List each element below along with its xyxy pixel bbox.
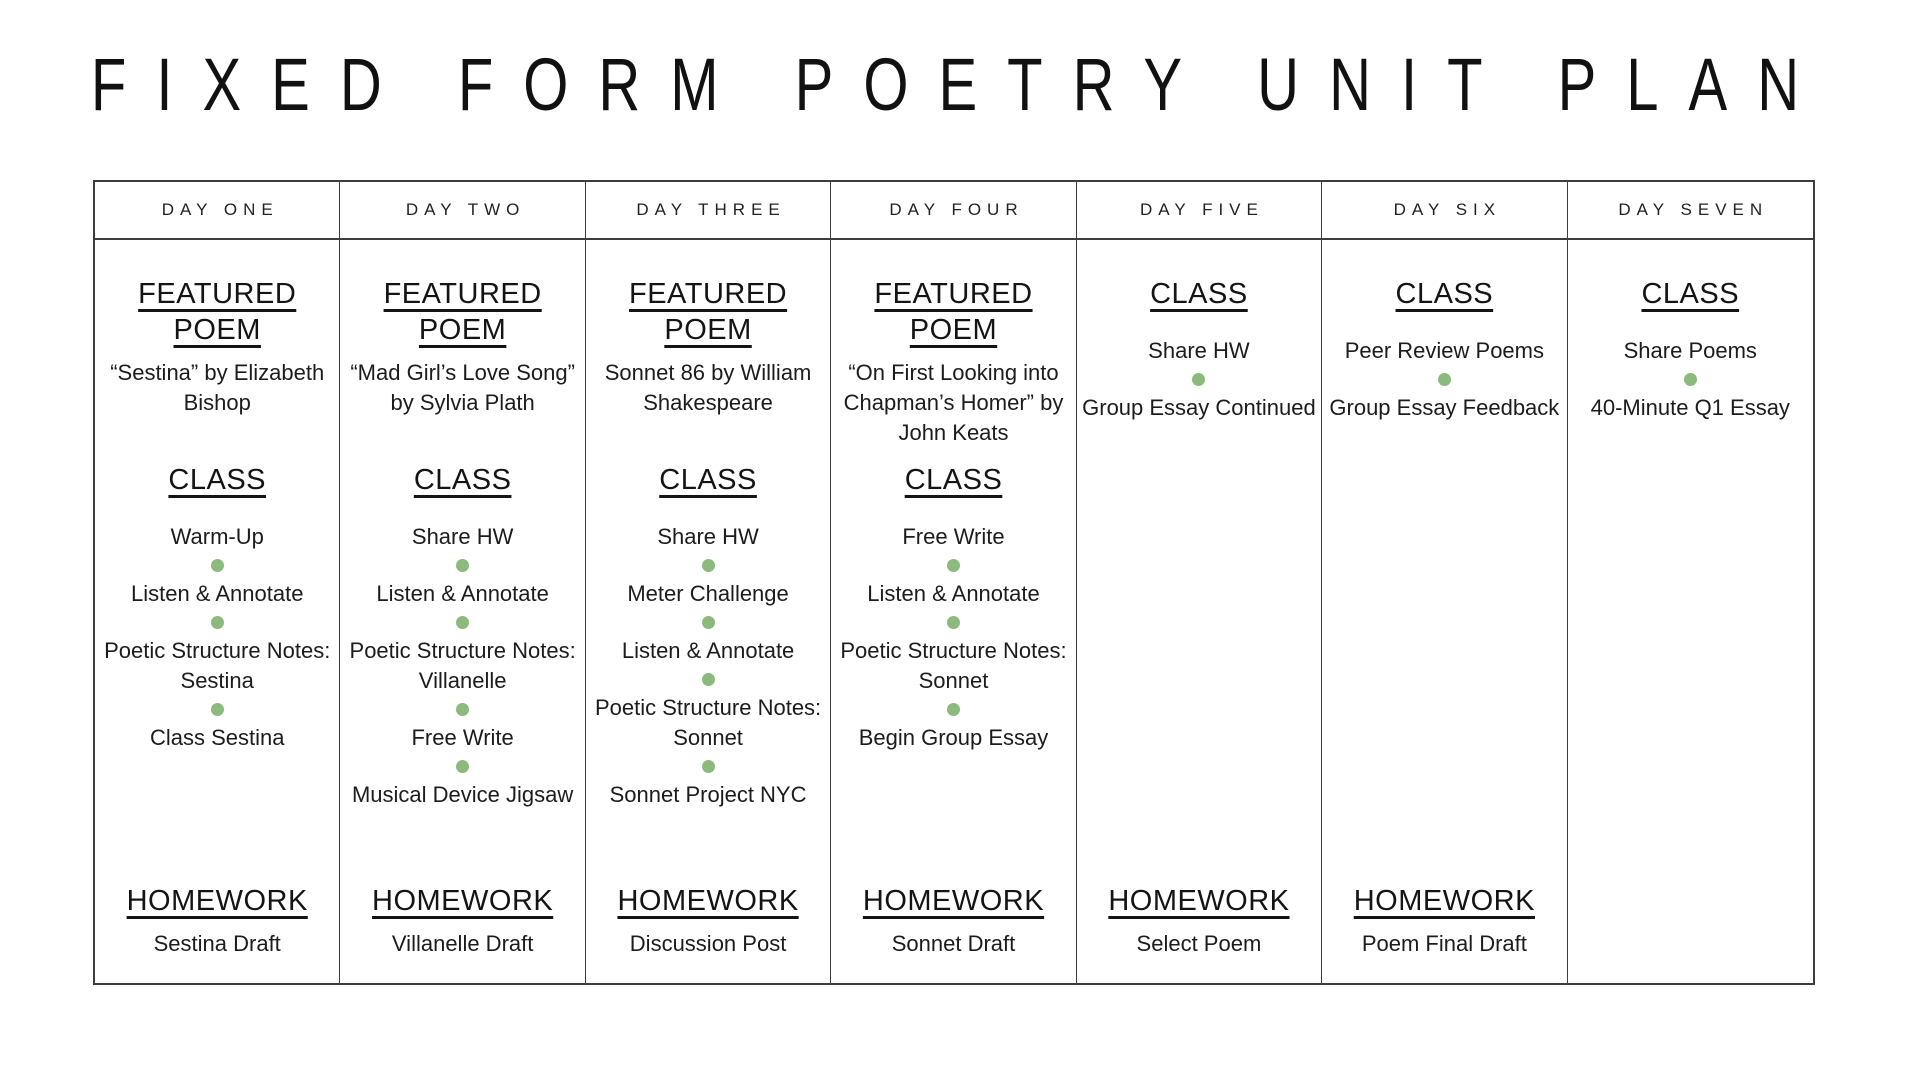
class-activity: Poetic Structure Notes: Sestina (104, 638, 331, 693)
homework-heading: HOMEWORK (1108, 885, 1290, 917)
bullet-dot-icon (947, 616, 960, 629)
homework-heading: HOMEWORK (617, 885, 799, 917)
homework-item: Select Poem (1136, 931, 1262, 956)
bullet-dot-icon (702, 616, 715, 629)
bullet-dot-icon (456, 616, 469, 629)
bullet-dot-icon (702, 760, 715, 773)
featured-poem-title: Sonnet 86 by William Shakespeare (604, 360, 812, 415)
class-heading: CLASS (659, 464, 757, 496)
featured-poem-heading: FEATURED POEM (874, 278, 1033, 346)
bullet-dot-icon (947, 559, 960, 572)
homework-section (1082, 883, 1316, 959)
day-column (1077, 182, 1322, 983)
class-activities (836, 522, 1070, 753)
day-body (340, 240, 584, 983)
class-activities (100, 522, 334, 753)
homework-item: Sonnet Draft (891, 931, 1016, 956)
day-column (95, 182, 340, 983)
featured-poem-heading: FEATURED POEM (383, 278, 542, 346)
class-heading: CLASS (904, 464, 1003, 496)
homework-section (591, 883, 825, 959)
day-column (831, 182, 1076, 983)
class-activities (1082, 336, 1316, 423)
bullet-dot-icon (702, 559, 715, 572)
homework-section (345, 883, 579, 959)
featured-poem-section (345, 276, 579, 462)
unit-plan-table (93, 180, 1815, 985)
bullet-dot-icon (1192, 373, 1205, 386)
class-activity: Share HW (411, 524, 514, 549)
class-activity: Warm-Up (170, 524, 264, 549)
day-body (831, 240, 1075, 983)
day-body (1568, 240, 1813, 983)
class-section (100, 462, 334, 753)
featured-poem-heading: FEATURED POEM (138, 278, 297, 346)
homework-section (836, 883, 1070, 959)
homework-item: Discussion Post (629, 931, 787, 956)
class-activity: Share Poems (1623, 338, 1757, 363)
day-column (1568, 182, 1813, 983)
class-activity: Sonnet Project NYC (609, 782, 807, 807)
featured-poem-title: “Mad Girl’s Love Song” by Sylvia Plath (350, 360, 575, 415)
class-activity: Free Write (902, 524, 1005, 549)
class-activity: Group Essay Continued (1082, 395, 1316, 420)
class-activity: Share HW (1148, 338, 1250, 363)
class-activity: Listen & Annotate (376, 581, 549, 606)
featured-poem-section (591, 276, 825, 462)
class-activity: Listen & Annotate (867, 581, 1040, 606)
class-activity: Musical Device Jigsaw (351, 782, 574, 807)
class-activities (345, 522, 579, 810)
class-activity: Poetic Structure Notes: Sonnet (594, 695, 822, 750)
day-body (586, 240, 830, 983)
class-activities (1327, 336, 1561, 423)
featured-poem-title: “On First Looking into Chapman’s Homer” by John Keats (843, 360, 1064, 445)
bullet-dot-icon (702, 673, 715, 686)
bullet-dot-icon (456, 559, 469, 572)
bullet-dot-icon (456, 703, 469, 716)
homework-item: Sestina Draft (153, 931, 281, 956)
homework-heading: HOMEWORK (1353, 885, 1535, 917)
bullet-dot-icon (456, 760, 469, 773)
bullet-dot-icon (211, 703, 224, 716)
featured-poem-section (100, 276, 334, 462)
class-activity: Begin Group Essay (858, 725, 1049, 750)
class-heading: CLASS (1150, 278, 1248, 310)
day-column (1322, 182, 1567, 983)
homework-heading: HOMEWORK (372, 885, 554, 917)
homework-heading: HOMEWORK (126, 885, 308, 917)
day-header-6: DAY SIX (1322, 182, 1566, 240)
featured-poem-heading: FEATURED POEM (628, 278, 788, 346)
page-title: FIXED FORM POETRY UNIT PLAN (90, 43, 1830, 127)
featured-poem-section (836, 276, 1070, 462)
day-header-2: DAY TWO (340, 182, 584, 240)
day-body (95, 240, 339, 983)
bullet-dot-icon (1438, 373, 1451, 386)
featured-poem-title: “Sestina” by Elizabeth Bishop (110, 360, 325, 415)
class-heading: CLASS (413, 464, 512, 496)
class-activities (1573, 336, 1808, 423)
homework-section (1327, 883, 1561, 959)
class-heading: CLASS (168, 464, 267, 496)
class-activity: Free Write (411, 725, 514, 750)
class-activity: Listen & Annotate (130, 581, 304, 606)
class-activity: 40-Minute Q1 Essay (1590, 395, 1790, 420)
day-body (1322, 240, 1566, 983)
bullet-dot-icon (1684, 373, 1697, 386)
homework-section (100, 883, 334, 959)
bullet-dot-icon (211, 616, 224, 629)
class-heading: CLASS (1395, 278, 1494, 310)
homework-item: Villanelle Draft (391, 931, 534, 956)
class-activity: Listen & Annotate (621, 638, 795, 663)
day-body (1077, 240, 1321, 983)
day-header-4: DAY FOUR (831, 182, 1075, 240)
class-section (1573, 276, 1808, 423)
class-activity: Meter Challenge (627, 581, 789, 606)
day-column (586, 182, 831, 983)
day-header-5: DAY FIVE (1077, 182, 1321, 240)
class-activity: Class Sestina (149, 725, 285, 750)
day-header-1: DAY ONE (95, 182, 339, 240)
class-section (1082, 276, 1316, 423)
class-section (1327, 276, 1561, 423)
day-header-3: DAY THREE (586, 182, 830, 240)
class-activity: Group Essay Feedback (1329, 395, 1560, 420)
bullet-dot-icon (947, 703, 960, 716)
day-column (340, 182, 585, 983)
class-section (591, 462, 825, 810)
class-heading: CLASS (1641, 278, 1740, 310)
bullet-dot-icon (211, 559, 224, 572)
class-activity: Peer Review Poems (1344, 338, 1544, 363)
class-section (345, 462, 579, 810)
homework-item: Poem Final Draft (1361, 931, 1527, 956)
class-activity: Share HW (657, 524, 759, 549)
homework-heading: HOMEWORK (862, 885, 1045, 917)
class-section (836, 462, 1070, 753)
class-activity: Poetic Structure Notes: Sonnet (840, 638, 1067, 693)
class-activities (591, 522, 825, 810)
day-header-7: DAY SEVEN (1568, 182, 1813, 240)
class-activity: Poetic Structure Notes: Villanelle (349, 638, 576, 693)
